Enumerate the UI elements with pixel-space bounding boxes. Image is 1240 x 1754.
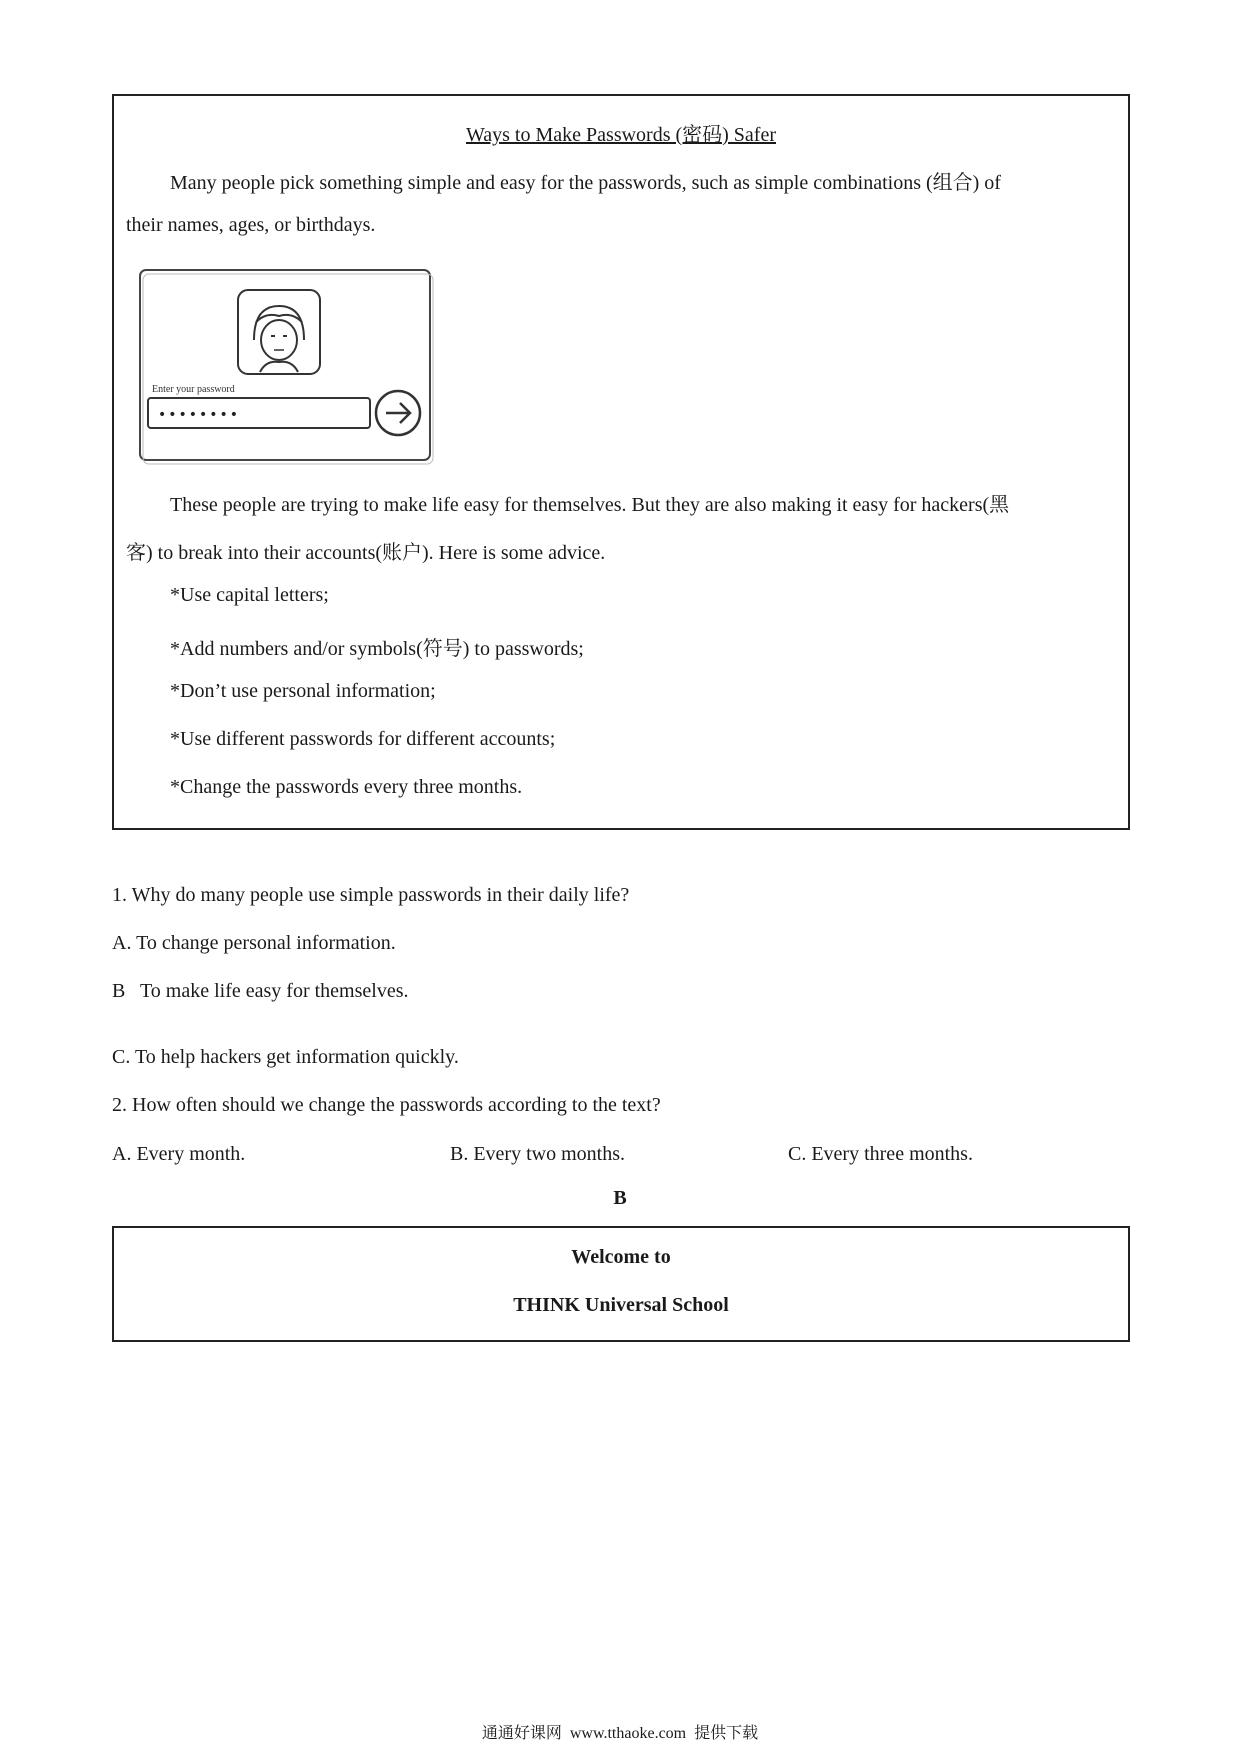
- advice-item: *Change the passwords every three months.: [170, 776, 523, 798]
- password-field-label: Enter your password: [152, 384, 235, 395]
- user-avatar-icon: [238, 290, 320, 374]
- advice-item: *Add numbers and/or symbols(符号) to passwords;: [170, 638, 584, 660]
- paragraph-1-line-2: their names, ages, or birthdays.: [126, 214, 376, 236]
- question-1-stem: 1. Why do many people use simple passwords in their daily life?: [112, 884, 630, 906]
- question-2-option-c: C. Every three months.: [788, 1143, 973, 1165]
- login-illustration: [136, 266, 436, 468]
- question-2-stem: 2. How often should we change the passwords according to the text?: [112, 1094, 661, 1116]
- passage-a-box: [112, 94, 1130, 830]
- advice-item: *Don’t use personal information;: [170, 680, 436, 702]
- paragraph-2-line-1: These people are trying to make life easy for themselves. But they are also making it easy for hackers(黑: [170, 494, 1010, 516]
- passage-title: Ways to Make Passwords (密码) Safer: [466, 124, 776, 146]
- password-mask: ••••••••: [158, 407, 241, 423]
- paragraph-2-line-2: 客) to break into their accounts(账户). Here is some advice.: [126, 542, 606, 564]
- question-1-option-a: A. To change personal information.: [112, 932, 396, 954]
- question-1-option-b: B To make life easy for themselves.: [112, 980, 409, 1002]
- question-2-option-b: B. Every two months.: [450, 1143, 625, 1165]
- question-2-option-a: A. Every month.: [112, 1143, 246, 1165]
- welcome-line: Welcome to: [571, 1246, 671, 1268]
- advice-item: *Use different passwords for different accounts;: [170, 728, 556, 750]
- section-b-heading: B: [613, 1187, 627, 1209]
- question-1-option-c: C. To help hackers get information quickly.: [112, 1046, 459, 1068]
- arrow-right-circle-icon: [376, 391, 420, 435]
- school-name: THINK Universal School: [513, 1294, 729, 1316]
- section-b-box: [112, 1226, 1130, 1342]
- page-footer: 通通好课网 www.tthaoke.com 提供下载: [481, 1725, 759, 1742]
- advice-item: *Use capital letters;: [170, 584, 329, 606]
- paragraph-1-line-1: Many people pick something simple and easy for the passwords, such as simple combinations (组合) of: [170, 172, 1001, 194]
